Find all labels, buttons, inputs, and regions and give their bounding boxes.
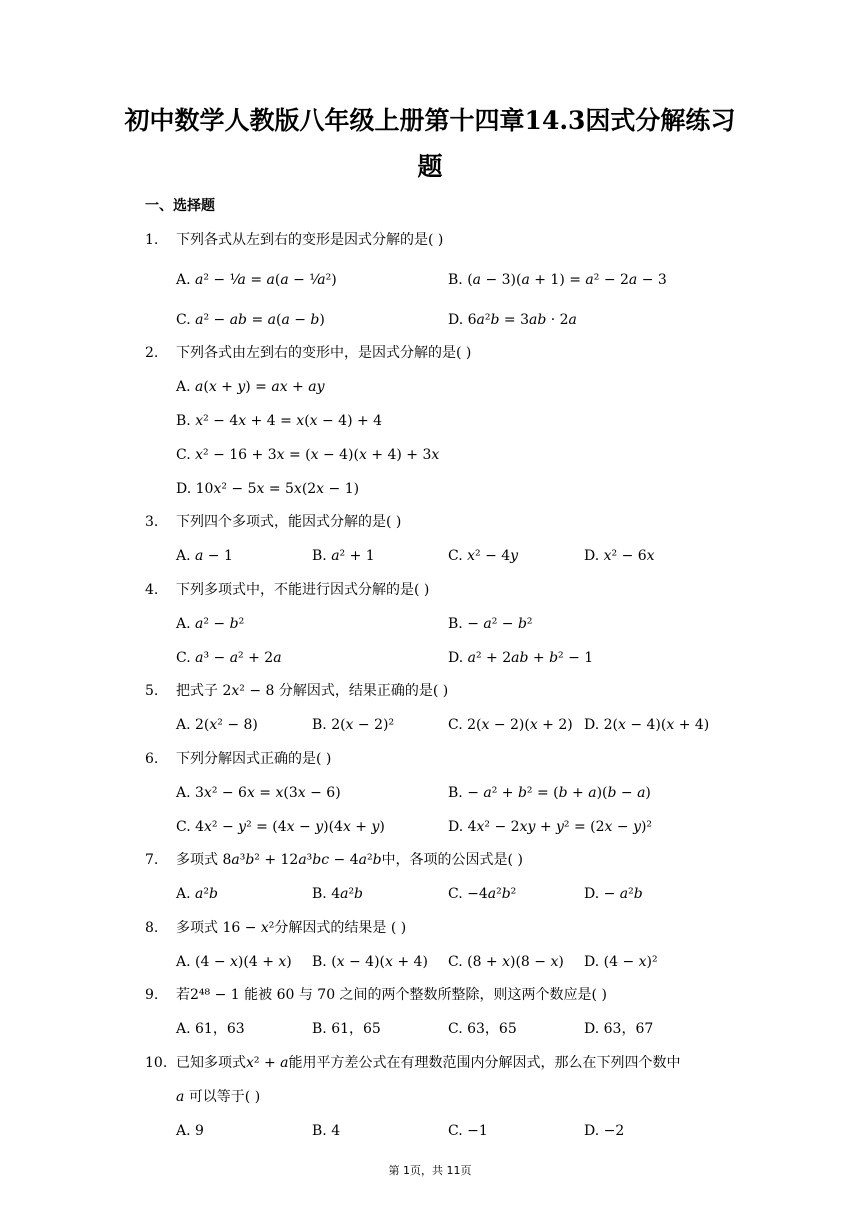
option-d: D. 2(𝑥 − 4)(𝑥 + 4): [584, 717, 710, 733]
question-number: 4.: [145, 582, 159, 598]
option-a: A. 3𝑥² − 6𝑥 = 𝑥(3𝑥 − 6): [176, 785, 341, 801]
question-text: 把式子 2𝑥² − 8 分解因式，结果正确的是( ): [176, 683, 449, 699]
option-d: D. 10𝑥² − 5𝑥 = 5𝑥(2𝑥 − 1): [176, 481, 360, 497]
question-text: 下列各式由左到右的变形中，是因式分解的是( ): [176, 345, 472, 361]
option-a: A. 2(𝑥² − 8): [176, 717, 258, 733]
option-d: D. 6𝑎²𝑏 = 3𝑎𝑏 · 2𝑎: [448, 312, 577, 328]
question-number: 2.: [145, 345, 159, 361]
option-d: D. −2: [584, 1123, 625, 1139]
option-a: A. (4 − 𝑥)(4 + 𝑥): [176, 954, 292, 970]
option-d: D. − 𝑎²𝑏: [584, 886, 643, 902]
option-b: B. 2(𝑥 − 2)²: [312, 717, 395, 733]
question-number: 7.: [145, 852, 159, 868]
option-a: A. 61，63: [176, 1021, 245, 1037]
question-number: 6.: [145, 751, 159, 767]
option-c: C. 𝑎³ − 𝑎² + 2𝑎: [176, 650, 282, 666]
question-number: 1.: [145, 232, 159, 248]
option-c: C. 𝑥² − 4𝑦: [448, 548, 519, 564]
question-number: 10.: [145, 1055, 168, 1071]
question-text: 下列四个多项式，能因式分解的是( ): [176, 514, 402, 530]
option-b: B. − 𝑎² − 𝑏²: [448, 616, 533, 632]
question-number: 3.: [145, 514, 159, 530]
option-c: C. 4𝑥² − 𝑦² = (4𝑥 − 𝑦)(4𝑥 + 𝑦): [176, 819, 385, 835]
option-b: B. 4𝑎²𝑏: [312, 886, 364, 902]
option-a: A. 𝑎² − 𝑏²: [176, 616, 245, 632]
page-title-line2: 题: [417, 152, 443, 181]
section-heading: 一、选择题: [145, 198, 215, 214]
question-text: 多项式 8𝑎³𝑏² + 12𝑎³𝑏𝑐 − 4𝑎²𝑏中，各项的公因式是( ): [176, 852, 523, 868]
question-text: 下列多项式中，不能进行因式分解的是( ): [176, 582, 430, 598]
option-d: D. (4 − 𝑥)²: [584, 954, 658, 970]
option-d: D. 𝑥² − 6𝑥: [584, 548, 655, 564]
option-d: D. 63，67: [584, 1021, 654, 1037]
option-b: B. 𝑎² + 1: [312, 548, 375, 564]
question-number: 5.: [145, 683, 159, 699]
page-title-line1: 初中数学人教版八年级上册第十四章14.3因式分解练习: [124, 106, 736, 135]
question-text: 下列分解因式正确的是( ): [176, 751, 332, 767]
option-a: A. 𝑎² − ¹⁄𝑎 = 𝑎(𝑎 − ¹⁄𝑎²): [176, 272, 337, 288]
option-a: A. 9: [176, 1123, 204, 1139]
page-footer: 第 1页，共 11页: [388, 1164, 472, 1177]
option-b: B. − 𝑎² + 𝑏² = (𝑏 + 𝑎)(𝑏 − 𝑎): [448, 785, 651, 801]
option-b: B. (𝑎 − 3)(𝑎 + 1) = 𝑎² − 2𝑎 − 3: [448, 272, 667, 288]
option-c: C. 𝑎² − 𝑎𝑏 = 𝑎(𝑎 − 𝑏): [176, 312, 325, 328]
option-b: B. 𝑥² − 4𝑥 + 4 = 𝑥(𝑥 − 4) + 4: [176, 413, 383, 429]
option-a: A. 𝑎(𝑥 + 𝑦) = 𝑎𝑥 + 𝑎𝑦: [176, 379, 325, 395]
question-number: 8.: [145, 920, 159, 936]
question-text: 多项式 16 − 𝑥²分解因式的结果是 ( ): [176, 920, 407, 936]
option-c: C. 2(𝑥 − 2)(𝑥 + 2): [448, 717, 573, 733]
option-c: C. 𝑥² − 16 + 3𝑥 = (𝑥 − 4)(𝑥 + 4) + 3𝑥: [176, 447, 440, 463]
option-b: B. (𝑥 − 4)(𝑥 + 4): [312, 954, 428, 970]
option-b: B. 61，65: [312, 1021, 381, 1037]
question-text: 下列各式从左到右的变形是因式分解的是( ): [176, 232, 444, 248]
option-d: D. 𝑎² + 2𝑎𝑏 + 𝑏² − 1: [448, 650, 594, 666]
option-a: A. 𝑎²𝑏: [176, 886, 218, 902]
option-d: D. 4𝑥² − 2𝑥𝑦 + 𝑦² = (2𝑥 − 𝑦)²: [448, 819, 653, 835]
option-a: A. 𝑎 − 1: [176, 548, 233, 564]
option-c: C. (8 + 𝑥)(8 − 𝑥): [448, 954, 564, 970]
question-text: 已知多项式𝑥² + 𝑎能用平方差公式在有理数范围内分解因式，那么在下列四个数中: [176, 1055, 681, 1071]
option-c: C. −1: [448, 1123, 488, 1139]
option-c: C. 63，65: [448, 1021, 517, 1037]
option-c: C. −4𝑎²𝑏²: [448, 886, 517, 902]
question-text: 若2⁴⁸ − 1 能被 60 与 70 之间的两个整数所整除，则这两个数应是( ): [176, 987, 607, 1003]
question-text-continued: 𝑎 可以等于( ): [176, 1089, 261, 1105]
question-number: 9.: [145, 987, 159, 1003]
option-b: B. 4: [312, 1123, 341, 1139]
